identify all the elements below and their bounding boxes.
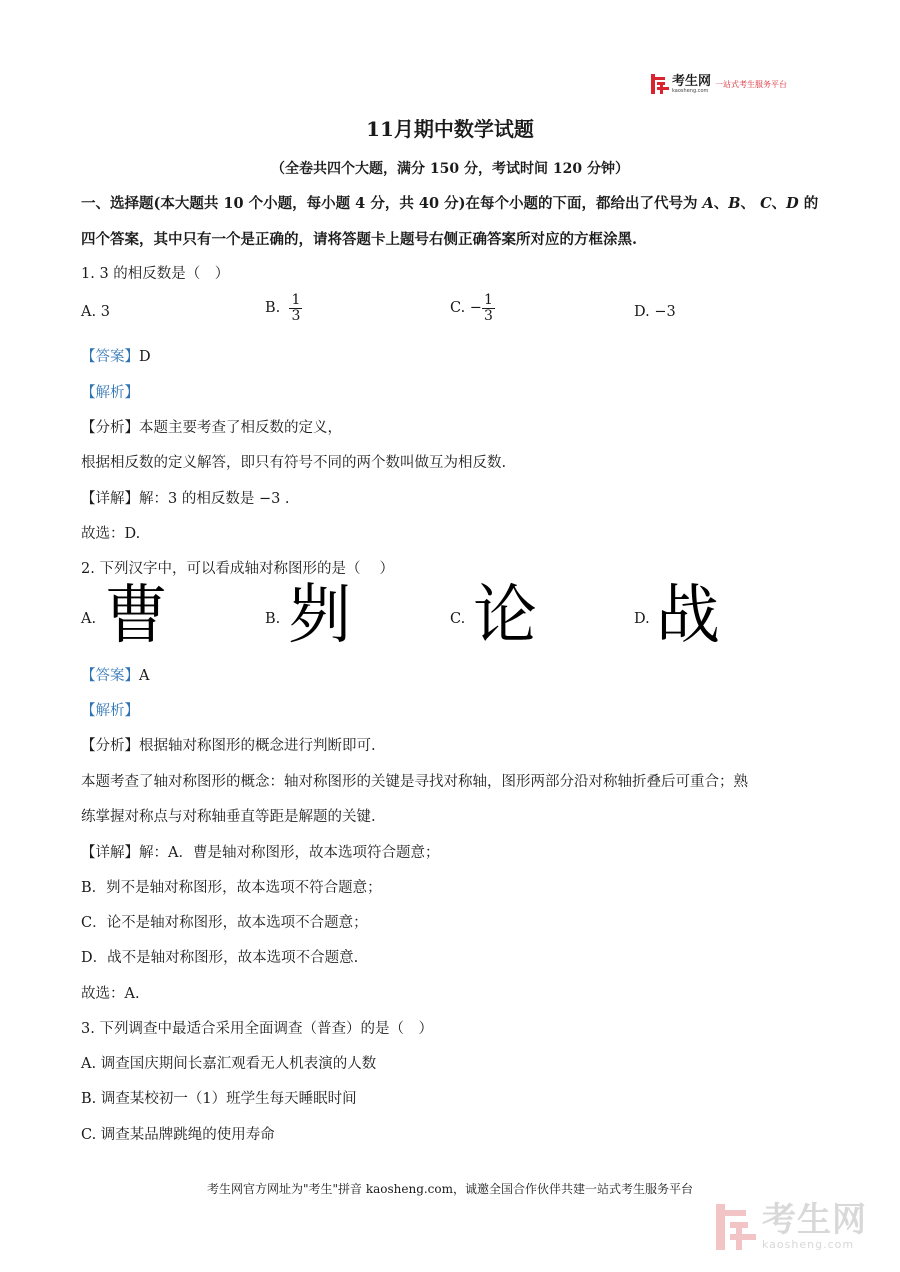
option-letter-a: A bbox=[702, 195, 714, 212]
q1-option-b bbox=[265, 293, 302, 323]
q2-option-a-char: 曹 bbox=[104, 579, 168, 653]
fraction bbox=[289, 293, 302, 323]
watermark-domain: kaosheng.com bbox=[762, 1238, 855, 1251]
answer-label: 【答案】 bbox=[81, 349, 139, 365]
detail-text: 解：A．曹是轴对称图形，故本选项符合题意； bbox=[139, 845, 440, 861]
logo-slogan: 一站式考生服务平台 bbox=[715, 79, 788, 89]
detail-label: 【详解】 bbox=[81, 491, 139, 507]
fenxi-text: 本题主要考查了相反数的定义， bbox=[139, 420, 342, 436]
q1-explanation: 根据相反数的定义解答，即只有符号不同的两个数叫做互为相反数. bbox=[81, 455, 507, 471]
logo-name: 考生网 bbox=[672, 73, 712, 89]
q1-option-b-label: B. bbox=[265, 300, 281, 317]
q1-option-d: D. −3 bbox=[634, 304, 676, 320]
fraction bbox=[482, 293, 495, 323]
q2-detail-b: B．刿不是轴对称图形，故本选项不符合题意； bbox=[81, 880, 382, 896]
fraction-denominator: 3 bbox=[483, 307, 493, 324]
fraction-numerator: 1 bbox=[291, 292, 301, 308]
q1-stem: 1. 3 的相反数是（ ） bbox=[81, 266, 230, 282]
answer-value: A bbox=[139, 668, 150, 684]
logo-domain: kaosheng.com bbox=[672, 87, 709, 94]
fraction-numerator: 1 bbox=[483, 292, 493, 308]
q1-option-c bbox=[450, 293, 495, 323]
q2-stem: 2. 下列汉字中，可以看成轴对称图形的是（ ） bbox=[81, 561, 395, 577]
separator: 、 bbox=[740, 195, 761, 212]
fenxi-text: 根据轴对称图形的概念进行判断即可. bbox=[139, 738, 376, 754]
q2-explanation-2: 练掌握对称点与对称轴垂直等距是解题的关键. bbox=[81, 809, 376, 825]
section-instructions bbox=[81, 186, 821, 258]
q2-answer bbox=[81, 664, 149, 685]
q2-option-b-char: 刿 bbox=[288, 579, 352, 653]
separator: 、 bbox=[771, 195, 787, 212]
watermark bbox=[716, 1200, 867, 1251]
q1-option-c-label: C. bbox=[450, 300, 466, 317]
q3-stem: 3. 下列调查中最适合采用全面调查（普查）的是（ ） bbox=[81, 1021, 433, 1037]
separator: 、 bbox=[713, 195, 729, 212]
header-logo bbox=[651, 72, 787, 96]
q1-detail bbox=[81, 487, 290, 508]
section-text-1: 一、选择题(本大题共 10 个小题，每小题 4 分，共 40 分)在每个小题的下面，都给出了代号为 bbox=[81, 195, 703, 212]
q1-choice: 故选：D. bbox=[81, 526, 141, 542]
q1-option-a: A. 3 bbox=[81, 304, 110, 320]
fenxi-label: 【分析】 bbox=[81, 420, 139, 436]
q2-option-b-label: B. bbox=[265, 611, 281, 627]
q2-explanation-1: 本题考查了轴对称图形的概念：轴对称图形的关键是寻找对称轴，图形两部分沿对称轴折叠后可重合；熟 bbox=[81, 774, 748, 790]
q1-answer bbox=[81, 345, 151, 366]
option-letter-d: D bbox=[786, 195, 799, 212]
page-title: 11月期中数学试题 bbox=[366, 117, 534, 141]
minus-sign: − bbox=[469, 300, 482, 317]
q2-option-c-char: 论 bbox=[473, 579, 537, 653]
fraction-denominator: 3 bbox=[291, 307, 301, 324]
q3-option-c: C. 调查某品牌跳绳的使用寿命 bbox=[81, 1127, 275, 1143]
option-letter-c: C bbox=[760, 195, 772, 212]
detail-label: 【详解】 bbox=[81, 845, 139, 861]
q2-choice: 故选：A. bbox=[81, 986, 140, 1002]
option-letter-b: B bbox=[728, 195, 741, 212]
q2-option-d-char: 战 bbox=[656, 579, 720, 653]
watermark-name: 考生网 bbox=[762, 1200, 867, 1240]
q2-analysis-label: 【解析】 bbox=[81, 703, 139, 719]
q2-option-a-label: A. bbox=[81, 611, 97, 627]
kaosheng-logo-icon bbox=[651, 74, 669, 94]
answer-value: D bbox=[139, 349, 151, 365]
page-subtitle: （全卷共四个大题，满分 150 分，考试时间 120 分钟） bbox=[271, 161, 629, 177]
detail-text: 解：3 的相反数是 −3 . bbox=[139, 491, 290, 507]
q2-fenxi bbox=[81, 734, 376, 755]
q2-detail-d: D．战不是轴对称图形，故本选项不合题意. bbox=[81, 950, 359, 966]
q2-detail bbox=[81, 841, 439, 862]
kaosheng-watermark-icon bbox=[716, 1204, 756, 1250]
q3-option-b: B. 调查某校初一（1）班学生每天睡眠时间 bbox=[81, 1091, 357, 1107]
page-footer: 考生网官方网址为"考生"拼音 kaosheng.com，诚邀全国合作伙伴共建一站式考生服务平台 bbox=[206, 1182, 694, 1196]
q2-detail-c: C．论不是轴对称图形，故本选项不合题意； bbox=[81, 915, 368, 931]
q2-option-c-label: C. bbox=[450, 611, 466, 627]
q3-option-a: A. 调查国庆期间长嘉汇观看无人机表演的人数 bbox=[81, 1056, 377, 1072]
q2-option-d-label: D. bbox=[634, 611, 650, 627]
fenxi-label: 【分析】 bbox=[81, 738, 139, 754]
answer-label: 【答案】 bbox=[81, 668, 139, 684]
section-text-2: 的四个答案，其中只有一个是正确的，请将答题卡上题号右侧正确答案所对应的方框涂黑. bbox=[81, 195, 819, 248]
q1-analysis-label: 【解析】 bbox=[81, 385, 139, 401]
q1-fenxi bbox=[81, 416, 342, 437]
